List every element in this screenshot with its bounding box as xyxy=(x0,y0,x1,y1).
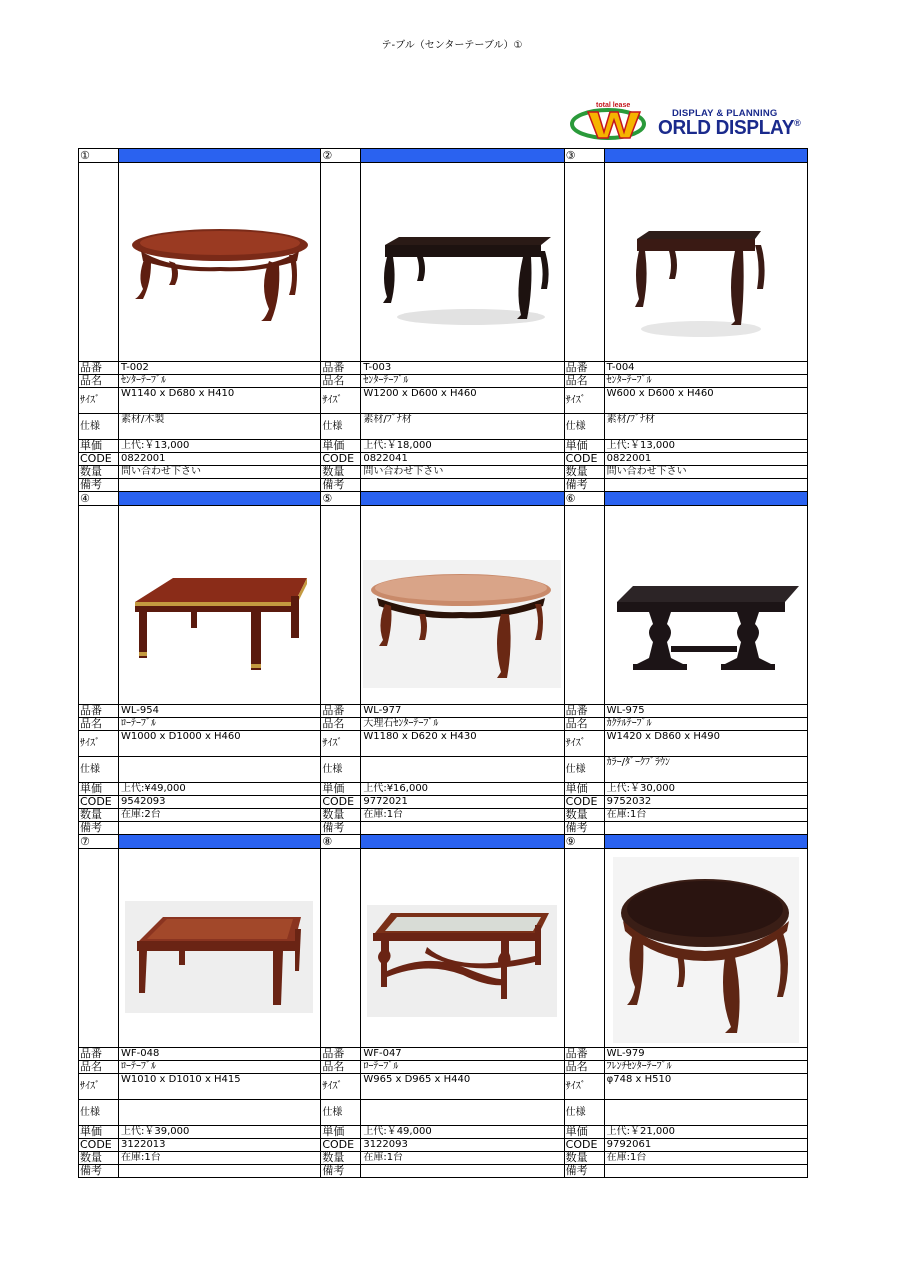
item-index: ① xyxy=(79,149,119,162)
label-size: ｻｲｽﾞ xyxy=(321,1074,361,1099)
item-number: T-002 xyxy=(121,362,149,373)
item-price: 上代:￥21,000 xyxy=(606,1126,676,1137)
label-note: 備考 xyxy=(321,822,361,834)
item-note xyxy=(605,479,807,491)
label-size: ｻｲｽﾞ xyxy=(321,388,361,413)
label-size: ｻｲｽﾞ xyxy=(79,388,119,413)
item-code: 0822041 xyxy=(363,453,408,464)
item-code: 0822001 xyxy=(606,453,652,464)
label-size: ｻｲｽﾞ xyxy=(79,731,119,756)
item-spec xyxy=(361,1100,563,1125)
item-note xyxy=(119,822,320,834)
label-name: 品名 xyxy=(79,1061,119,1073)
logo-name xyxy=(658,117,800,140)
label-number: 品番 xyxy=(565,705,605,717)
item-index: ⑥ xyxy=(565,492,605,505)
item-code: 9772021 xyxy=(363,796,408,807)
label-qty: 数量 xyxy=(79,466,119,478)
item-code: 9542093 xyxy=(121,796,166,807)
header-band xyxy=(119,492,320,505)
label-note: 備考 xyxy=(565,822,605,834)
product-grid xyxy=(78,148,808,1178)
product-card xyxy=(78,148,321,492)
product-card xyxy=(78,492,321,835)
label-code: CODE xyxy=(79,796,119,808)
item-name: ｾﾝﾀｰﾃｰﾌﾞﾙ xyxy=(363,375,409,386)
item-note xyxy=(361,1165,563,1177)
label-qty: 数量 xyxy=(321,466,361,478)
label-name: 品名 xyxy=(79,375,119,387)
glass-top-table-icon xyxy=(367,905,557,1017)
label-number: 品番 xyxy=(565,362,605,374)
item-size: W600 x D600 x H460 xyxy=(606,388,714,399)
item-qty: 問い合わせ下さい xyxy=(606,466,687,477)
label-note: 備考 xyxy=(321,1165,361,1177)
item-size: W1200 x D600 x H460 xyxy=(363,388,477,399)
label-price: 単価 xyxy=(321,440,361,452)
label-note: 備考 xyxy=(79,1165,119,1177)
item-price: 上代:￥18,000 xyxy=(363,440,432,451)
item-price: 上代:¥49,000 xyxy=(121,783,186,794)
label-name: 品名 xyxy=(565,375,605,387)
label-code: CODE xyxy=(565,1139,605,1151)
label-name: 品名 xyxy=(79,718,119,730)
label-price: 単価 xyxy=(321,1126,361,1138)
item-qty: 在庫:2台 xyxy=(121,809,161,820)
label-qty: 数量 xyxy=(565,466,605,478)
label-qty: 数量 xyxy=(79,1152,119,1164)
item-number: WL-975 xyxy=(606,705,645,716)
label-size: ｻｲｽﾞ xyxy=(79,1074,119,1099)
label-number: 品番 xyxy=(79,1048,119,1060)
square-low-table-icon xyxy=(131,576,307,672)
label-code: CODE xyxy=(565,453,605,465)
logo-name-text: ORLD DISPLAY xyxy=(658,117,795,140)
product-card xyxy=(321,492,564,835)
header-band xyxy=(361,492,563,505)
label-size: ｻｲｽﾞ xyxy=(565,1074,605,1099)
label-price: 単価 xyxy=(565,1126,605,1138)
label-note: 備考 xyxy=(565,1165,605,1177)
header-band xyxy=(605,492,807,505)
product-card xyxy=(565,835,808,1178)
item-spec: 素材/ﾌﾞﾅ材 xyxy=(363,414,412,425)
label-qty: 数量 xyxy=(565,1152,605,1164)
item-number: WF-047 xyxy=(363,1048,402,1059)
label-price: 単価 xyxy=(565,783,605,795)
item-name: ｾﾝﾀｰﾃｰﾌﾞﾙ xyxy=(606,375,652,386)
label-price: 単価 xyxy=(321,783,361,795)
label-number: 品番 xyxy=(79,362,119,374)
item-code: 0822001 xyxy=(121,453,166,464)
header-band xyxy=(605,149,807,162)
label-number: 品番 xyxy=(79,705,119,717)
header-band xyxy=(119,835,320,848)
item-size: W1140 x D680 x H410 xyxy=(121,388,235,399)
label-spec: 仕様 xyxy=(565,757,605,782)
item-name: ﾛｰﾃｰﾌﾞﾙ xyxy=(363,1061,399,1072)
label-price: 単価 xyxy=(565,440,605,452)
item-note xyxy=(605,1165,807,1177)
item-code: 9752032 xyxy=(606,796,652,807)
item-number: T-004 xyxy=(606,362,635,373)
label-code: CODE xyxy=(321,796,361,808)
label-size: ｻｲｽﾞ xyxy=(565,388,605,413)
label-spec: 仕様 xyxy=(321,414,361,439)
item-spec: ｶﾗｰ/ﾀﾞｰｸﾌﾞﾗｳﾝ xyxy=(606,757,671,768)
item-qty: 在庫:1台 xyxy=(606,809,647,820)
marble-oval-table-icon xyxy=(363,560,561,688)
item-name: ﾛｰﾃｰﾌﾞﾙ xyxy=(121,718,156,729)
label-number: 品番 xyxy=(321,362,361,374)
item-index: ④ xyxy=(79,492,119,505)
product-image xyxy=(119,506,320,704)
item-name: ｶｸﾃﾙﾃｰﾌﾞﾙ xyxy=(606,718,652,729)
header-band xyxy=(361,149,563,162)
item-index: ⑧ xyxy=(321,835,361,848)
item-price: 上代:￥49,000 xyxy=(363,1126,432,1137)
item-note xyxy=(119,1165,320,1177)
label-price: 単価 xyxy=(79,783,119,795)
product-card xyxy=(565,492,808,835)
item-qty: 問い合わせ下さい xyxy=(363,466,444,477)
square-dark-table-icon xyxy=(631,229,767,339)
product-card xyxy=(321,148,564,492)
item-number: WL-977 xyxy=(363,705,402,716)
item-size: W1180 x D620 x H430 xyxy=(363,731,477,742)
item-size: W1420 x D860 x H490 xyxy=(606,731,720,742)
item-spec: 素材/木製 xyxy=(121,414,165,425)
label-name: 品名 xyxy=(321,375,361,387)
item-qty: 在庫:1台 xyxy=(606,1152,647,1163)
item-name: ﾌﾚﾝﾁｾﾝﾀｰﾃｰﾌﾞﾙ xyxy=(606,1061,672,1072)
item-note xyxy=(119,479,320,491)
item-price: 上代:¥16,000 xyxy=(363,783,429,794)
label-name: 品名 xyxy=(565,718,605,730)
logo-tagline: total lease xyxy=(596,102,631,109)
label-note: 備考 xyxy=(321,479,361,491)
item-number: T-003 xyxy=(363,362,392,373)
header-band xyxy=(605,835,807,848)
rectangular-black-table-icon xyxy=(375,235,551,327)
item-spec xyxy=(119,757,320,782)
item-size: W1000 x D1000 x H460 xyxy=(121,731,241,742)
label-spec: 仕様 xyxy=(79,757,119,782)
item-size: W1010 x D1010 x H415 xyxy=(121,1074,241,1085)
item-code: 3122013 xyxy=(121,1139,166,1150)
label-code: CODE xyxy=(79,1139,119,1151)
item-spec: 素材/ﾌﾞﾅ材 xyxy=(606,414,656,425)
product-image xyxy=(361,163,563,361)
label-number: 品番 xyxy=(321,1048,361,1060)
item-qty: 在庫:1台 xyxy=(363,1152,404,1163)
item-code: 9792061 xyxy=(606,1139,652,1150)
label-spec: 仕様 xyxy=(79,1100,119,1125)
label-size: ｻｲｽﾞ xyxy=(321,731,361,756)
item-name: 大理石ｾﾝﾀｰﾃｰﾌﾞﾙ xyxy=(363,718,439,729)
item-size: φ748 x H510 xyxy=(606,1074,672,1085)
label-name: 品名 xyxy=(321,718,361,730)
item-index: ③ xyxy=(565,149,605,162)
product-image xyxy=(605,506,807,704)
header-band xyxy=(119,149,320,162)
label-spec: 仕様 xyxy=(565,1100,605,1125)
world-display-logo-icon xyxy=(570,106,650,140)
label-price: 単価 xyxy=(79,1126,119,1138)
square-low-table-2-icon xyxy=(125,901,313,1013)
label-spec: 仕様 xyxy=(79,414,119,439)
logo-subtitle: DISPLAY & PLANNING xyxy=(672,108,778,119)
label-number: 品番 xyxy=(565,1048,605,1060)
label-qty: 数量 xyxy=(565,809,605,821)
item-name: ﾛｰﾃｰﾌﾞﾙ xyxy=(121,1061,156,1072)
label-code: CODE xyxy=(565,796,605,808)
label-number: 品番 xyxy=(321,705,361,717)
product-image xyxy=(605,849,807,1047)
item-index: ⑤ xyxy=(321,492,361,505)
item-index: ⑨ xyxy=(565,835,605,848)
product-image xyxy=(605,163,807,361)
item-qty: 在庫:1台 xyxy=(121,1152,161,1163)
item-spec xyxy=(361,757,563,782)
item-note xyxy=(361,822,563,834)
cocktail-table-icon xyxy=(613,584,799,674)
label-name: 品名 xyxy=(565,1061,605,1073)
label-code: CODE xyxy=(321,453,361,465)
product-image xyxy=(119,849,320,1047)
item-price: 上代:￥39,000 xyxy=(121,1126,190,1137)
logo-registered-mark: ® xyxy=(794,117,801,128)
world-display-logo xyxy=(570,104,806,142)
label-note: 備考 xyxy=(79,822,119,834)
item-code: 3122093 xyxy=(363,1139,408,1150)
label-qty: 数量 xyxy=(321,1152,361,1164)
item-price: 上代:￥13,000 xyxy=(606,440,676,451)
item-price: 上代:￥30,000 xyxy=(606,783,676,794)
item-qty: 在庫:1台 xyxy=(363,809,404,820)
item-number: WL-979 xyxy=(606,1048,645,1059)
label-spec: 仕様 xyxy=(565,414,605,439)
product-card xyxy=(321,835,564,1178)
document-title: テ-ブル（センターテーブル）① xyxy=(381,40,523,51)
item-name: ｾﾝﾀｰﾃｰﾌﾞﾙ xyxy=(121,375,166,386)
item-index: ② xyxy=(321,149,361,162)
item-spec xyxy=(119,1100,320,1125)
label-qty: 数量 xyxy=(79,809,119,821)
product-image xyxy=(119,163,320,361)
item-number: WL-954 xyxy=(121,705,159,716)
product-block-3 xyxy=(78,835,808,1178)
label-note: 備考 xyxy=(565,479,605,491)
product-card xyxy=(78,835,321,1178)
item-spec xyxy=(605,1100,807,1125)
item-number: WF-048 xyxy=(121,1048,160,1059)
product-image xyxy=(361,849,563,1047)
item-note xyxy=(605,822,807,834)
header-band xyxy=(361,835,563,848)
label-qty: 数量 xyxy=(321,809,361,821)
label-spec: 仕様 xyxy=(321,1100,361,1125)
item-qty: 問い合わせ下さい xyxy=(121,466,201,477)
item-price: 上代:￥13,000 xyxy=(121,440,190,451)
label-spec: 仕様 xyxy=(321,757,361,782)
product-block-1 xyxy=(78,148,808,492)
label-code: CODE xyxy=(79,453,119,465)
label-note: 備考 xyxy=(79,479,119,491)
label-code: CODE xyxy=(321,1139,361,1151)
item-index: ⑦ xyxy=(79,835,119,848)
label-name: 品名 xyxy=(321,1061,361,1073)
product-block-2 xyxy=(78,492,808,835)
label-price: 単価 xyxy=(79,440,119,452)
oval-center-table-icon xyxy=(129,227,311,325)
product-card xyxy=(565,148,808,492)
label-size: ｻｲｽﾞ xyxy=(565,731,605,756)
item-size: W965 x D965 x H440 xyxy=(363,1074,471,1085)
item-note xyxy=(361,479,563,491)
round-french-table-icon xyxy=(613,857,799,1043)
product-image xyxy=(361,506,563,704)
